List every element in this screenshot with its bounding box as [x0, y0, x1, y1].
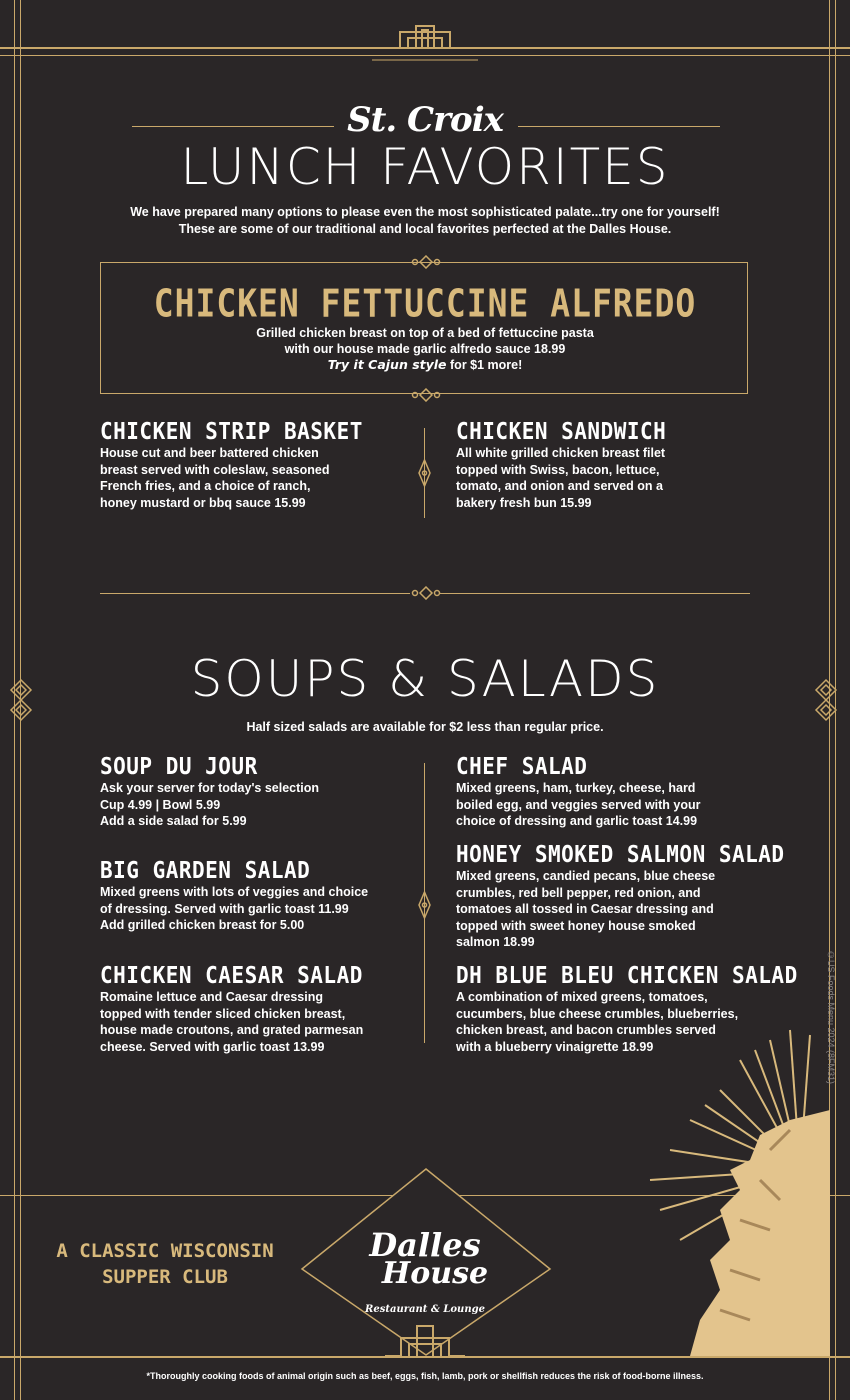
item-desc-chicken-caesar-salad: Romaine lettuce and Caesar dressing topped with tender sliced chicken breast, house made croutons, and grated parmesan cheese. Served with garlic toast 13.99 [100, 990, 364, 1054]
tagline-line-2: SUPPER CLUB [102, 1266, 228, 1288]
item-title-chicken-caesar-salad: CHICKEN CAESAR SALAD [100, 962, 363, 989]
script-title: St. Croix [347, 100, 503, 140]
feature-title: CHICKEN FETTUCCINE ALFREDO [153, 281, 697, 326]
item-title-chef-salad: CHEF SALAD [456, 753, 588, 780]
intro-line-2: These are some of our traditional and local favorites perfected at the Dalles House. [178, 222, 672, 236]
item-desc-big-garden-salad: Mixed greens with lots of veggies and choice of dressing. Served with garlic toast 11.99 Add grilled chicken breast for 5.00 [100, 885, 369, 932]
copyright-note: ©US Foods Menu 2024 (8FM31) [826, 950, 836, 1085]
logo-subtitle: Restaurant & Lounge [365, 1304, 485, 1315]
section-divider-ornament-icon [410, 586, 442, 600]
item-desc-chef-salad: Mixed greens, ham, turkey, cheese, hard boiled egg, and veggies served with your choice of dressing and garlic toast 14.99 [456, 781, 701, 828]
section-divider-left [100, 593, 410, 594]
feature-desc-line-1: Grilled chicken breast on top of a bed of fettuccine pasta [256, 326, 594, 340]
feature-try-line [0, 357, 850, 373]
art-deco-bottom-ornament-icon [375, 1322, 475, 1362]
logo-dalles: Dalles [369, 1226, 481, 1264]
item-desc-honey-smoked-salmon-salad: Mixed greens, candied pecans, blue cheese crumbles, red bell pepper, red onion, and tomatoes all tossed in Caesar dressing and topped with sweet honey house smoked salmon 18.99 [456, 869, 716, 949]
item-title-dh-blue-bleu-chicken-salad: DH BLUE BLEU CHICKEN SALAD [456, 962, 798, 989]
art-deco-top-ornament-icon [370, 22, 480, 66]
item-desc-chicken-sandwich: All white grilled chicken breast filet topped with Swiss, bacon, lettuce, tomato, and onion and served on a bakery fresh bun 15.99 [456, 446, 666, 510]
feature-desc-line-2: with our house made garlic alfredo sauce 18.99 [284, 342, 566, 356]
feature-description [0, 325, 850, 373]
item-title-chicken-sandwich: CHICKEN SANDWICH [456, 418, 667, 445]
soups-salads-note: Half sized salads are available for $2 less than regular price. [246, 720, 604, 734]
feature-top-ornament-icon [410, 255, 442, 269]
tagline [40, 1238, 290, 1290]
item-title-big-garden-salad: BIG GARDEN SALAD [100, 857, 311, 884]
lunch-divider-ornament-icon [417, 458, 432, 488]
item-title-honey-smoked-salmon-salad: HONEY SMOKED SALMON SALAD [456, 841, 785, 868]
item-desc-chicken-strip-basket: House cut and beer battered chicken breast served with coleslaw, seasoned French fries, and a choice of ranch, honey mustard or bbq sauce 15.99 [100, 446, 330, 510]
rock-cliff-illustration-icon [660, 1110, 830, 1356]
tagline-line-1: A CLASSIC WISCONSIN [56, 1240, 274, 1262]
item-desc-soup-du-jour: Ask your server for today's selection Cup 4.99 | Bowl 5.99 Add a side salad for 5.99 [100, 781, 320, 828]
feature-try-prefix: Try it Cajun style [327, 357, 447, 372]
item-title-chicken-strip-basket: CHICKEN STRIP BASKET [100, 418, 363, 445]
item-desc-dh-blue-bleu-chicken-salad: A combination of mixed greens, tomatoes, cucumbers, blue cheese crumbles, blueberries, chicken breast, and bacon crumbles served with a blueberry vinaigrette 18.99 [456, 990, 739, 1054]
page-title: LUNCH FAVORITES [180, 138, 670, 196]
feature-try-suffix: for $1 more! [446, 358, 523, 372]
feature-bottom-ornament-icon [410, 388, 442, 402]
item-title-soup-du-jour: SOUP DU JOUR [100, 753, 258, 780]
intro-line-1: We have prepared many options to please even the most sophisticated palate...try one for yourself! [130, 205, 720, 219]
logo-house: House [381, 1256, 489, 1291]
soups-divider-ornament-icon [417, 890, 432, 920]
soups-salads-title: SOUPS & SALADS [190, 650, 660, 708]
section-divider-right [440, 593, 750, 594]
food-safety-disclaimer: *Thoroughly cooking foods of animal origin such as beef, eggs, fish, lamb, pork or shellfish reduces the risk of food-borne illness. [146, 1371, 704, 1381]
